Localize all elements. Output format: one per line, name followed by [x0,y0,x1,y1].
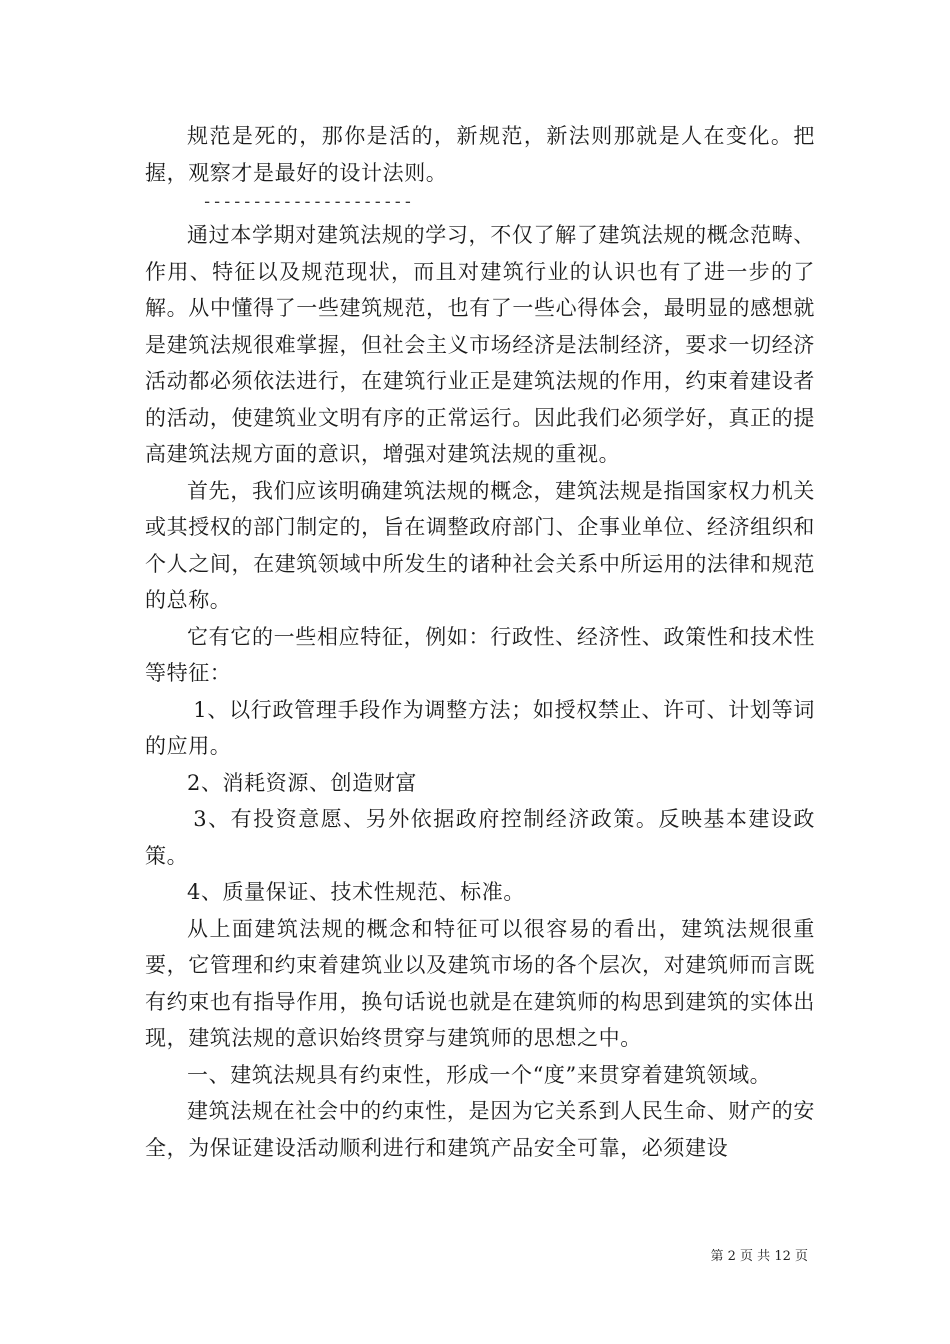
section-heading-1: 一、建筑法规具有约束性，形成一个“度”来贯穿着建筑领域。 [187,1062,772,1087]
list-item-2: 2、消耗资源、创造财富 [187,770,417,795]
paragraph-design-rules: 规范是死的，那你是活的，新规范，新法则那就是人在变化。把握，观察才是最好的设计法则。 [145,124,815,185]
section-separator: --------------------- [202,192,413,212]
list-item-1: 1、以行政管理手段作为调整方法；如授权禁止、许可、计划等词的应用。 [145,697,815,758]
paragraph-learning-summary: 通过本学期对建筑法规的学习，不仅了解了建筑法规的概念范畴、作用、特征以及规范现状，而且对建筑行业的认识也有了进一步的了解。从中懂得了一些建筑规范，也有了一些心得体会，最明显的感想就是建筑法规很难掌握，但社会主义市场经济是法制经济，要求一切经济活动都必须依法进行，在建筑行业正是建筑法规的作用，约束着建设者的活动，使建筑业文明有序的正常运行。因此我们必须学好，真正的提高建筑法规方面的意识，增强对建筑法规的重视。 [145,223,815,466]
page-number-footer: 第 2 页 共 12 页 [710,1249,808,1264]
document-body [145,118,815,1166]
paragraph-definition: 首先，我们应该明确建筑法规的概念，建筑法规是指国家权力机关或其授权的部门制定的，旨在调整政府部门、企事业单位、经济组织和个人之间，在建筑领域中所发生的诸种社会关系中所运用的法律和规范的总称。 [145,478,815,612]
list-item-3: 3、有投资意愿、另外依据政府控制经济政策。反映基本建设政策。 [145,807,815,868]
list-item-4: 4、质量保证、技术性规范、标准。 [187,880,525,904]
paragraph-importance: 从上面建筑法规的概念和特征可以很容易的看出，建筑法规很重要，它管理和约束着建筑业以及建筑市场的各个层次，对建筑师而言既有约束也有指导作用，换句话说也就是在建筑师的构思到建筑的实体出现，建筑法规的意识始终贯穿与建筑师的思想之中。 [145,916,815,1050]
paragraph-characteristics-intro: 它有它的一些相应特征，例如：行政性、经济性、政策性和技术性等特征： [145,624,815,685]
paragraph-constraint: 建筑法规在社会中的约束性，是因为它关系到人民生命、财产的安全，为保证建设活动顺利进行和建筑产品安全可靠，必须建设 [145,1099,815,1160]
